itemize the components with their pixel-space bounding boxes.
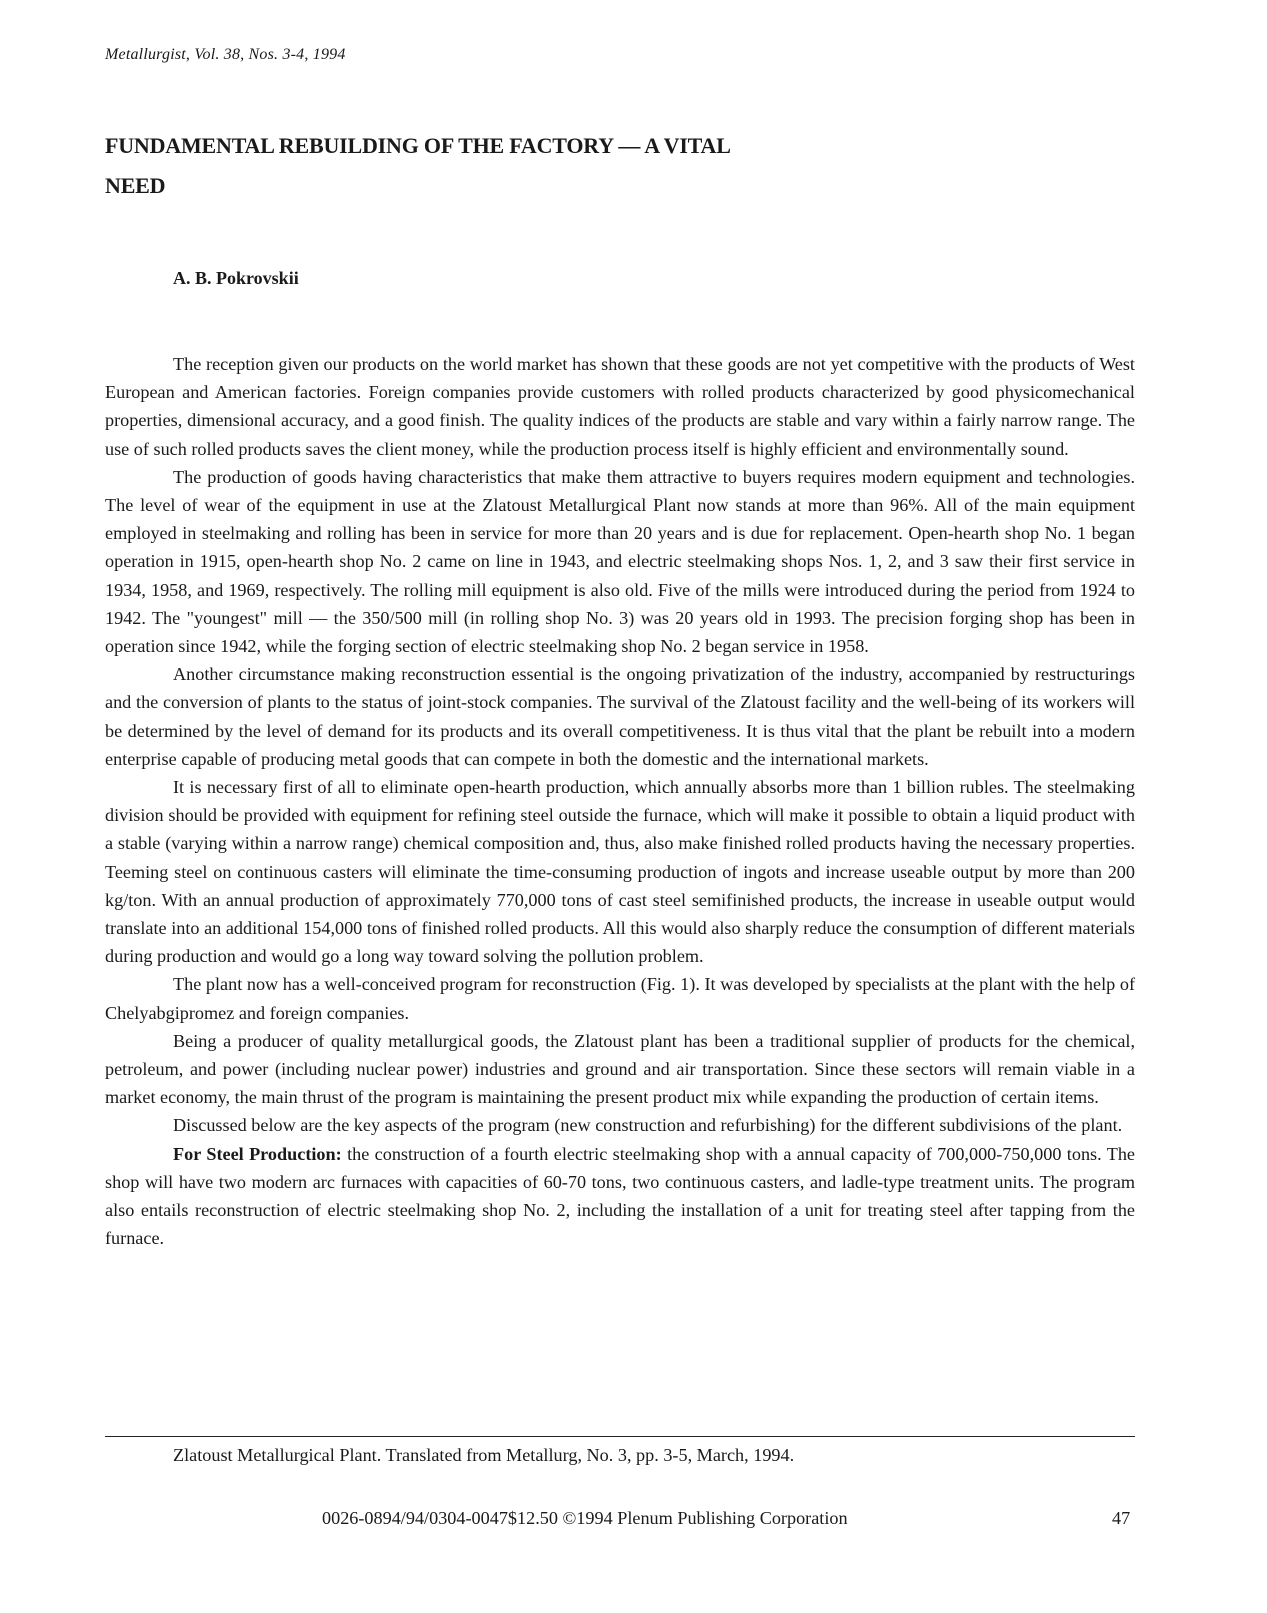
paragraph: It is necessary first of all to eliminate open-hearth production, which annually absorbs more than 1 billion rubles. The steelmaking division should be provided with equipment for refining steel outside the furnace, which will make it possible to obtain a liquid product with a stable (varying within a narrow range) chemical composition and, thus, also make finished rolled products having the necessary properties. Teeming steel on continuous casters will eliminate the time-consuming production of ingots and increase useable output by more than 200 kg/ton. With an annual production of approximately 770,000 tons of cast steel semifinished products, the increase in useable output would translate into an additional 154,000 tons of finished rolled products. All this would also sharply reduce the consumption of different materials during production and would go a long way toward solving the pollution problem. bbox=[105, 777, 1135, 967]
paragraph: Discussed below are the key aspects of the program (new construction and refurbishing) for the different subdivisions of the plant. bbox=[173, 1115, 1123, 1136]
author-name: A. B. Pokrovskii bbox=[173, 268, 299, 288]
footnote: Zlatoust Metallurgical Plant. Translated from Metallurg, No. 3, pp. 3-5, March, 1994. bbox=[173, 1445, 795, 1465]
paragraph-text: the construction of a fourth electric steelmaking shop with a annual capacity of 700,000-750,000 tons. The shop will have two modern arc furnaces with capacities of 60-70 tons, two continuous casters, and ladle-type treatment units. The program also entails reconstruction of electric steelmaking shop No. 2, including the installation of a unit for treating steel after tapping from the furnace. bbox=[105, 1143, 1135, 1249]
paragraph: Another circumstance making reconstruction essential is the ongoing privatization of the industry, accompanied by restructurings and the conversion of plants to the status of joint-stock companies. The survival of the Zlatoust facility and the well-being of its workers will be determined by the level of demand for its products and its overall competitiveness. It is thus vital that the plant be rebuilt into a modern enterprise capable of producing metal goods that can compete in both the domestic and the international markets. bbox=[105, 664, 1135, 769]
article-title bbox=[105, 126, 825, 206]
running-head: Metallurgist, Vol. 38, Nos. 3-4, 1994 bbox=[105, 46, 346, 63]
page-number: 47 bbox=[1112, 1508, 1131, 1528]
copyright-line: 0026-0894/94/0304-0047$12.50 ©1994 Plenum Publishing Corporation bbox=[322, 1508, 848, 1528]
footnote-rule bbox=[105, 1436, 1135, 1437]
title-line-2: NEED bbox=[105, 173, 166, 198]
run-in-heading: For Steel Production: bbox=[173, 1143, 342, 1164]
title-line-1: FUNDAMENTAL REBUILDING OF THE FACTORY — A VITAL bbox=[105, 133, 731, 158]
paragraph: The production of goods having characteristics that make them attractive to buyers requires modern equipment and technologies. The level of wear of the equipment in use at the Zlatoust Metallurgical Plant now stands at more than 96%. All of the main equipment employed in steelmaking and rolling has been in service for more than 20 years and is due for replacement. Open-hearth shop No. 1 began operation in 1915, open-hearth shop No. 2 came on line in 1943, and electric steelmaking shops Nos. 1, 2, and 3 saw their first service in 1934, 1958, and 1969, respectively. The rolling mill equipment is also old. Five of the mills were introduced during the period from 1924 to 1942. The "youngest" mill — the 350/500 mill (in rolling shop No. 3) was 20 years old in 1993. The precision forging shop has been in operation since 1942, while the forging section of electric steelmaking shop No. 2 began service in 1958. bbox=[105, 466, 1135, 657]
paragraph: The plant now has a well-conceived program for reconstruction (Fig. 1). It was developed by specialists at the plant with the help of Chelyabgipromez and foreign companies. bbox=[105, 974, 1135, 1023]
article-body bbox=[105, 350, 1135, 1253]
paragraph: Being a producer of quality metallurgical goods, the Zlatoust plant has been a traditional supplier of products for the chemical, petroleum, and power (including nuclear power) industries and ground and air transportation. Since these sectors will remain viable in a market economy, the main thrust of the program is maintaining the present product mix while expanding the production of certain items. bbox=[105, 1030, 1135, 1108]
paragraph: The reception given our products on the world market has shown that these goods are not yet competitive with the products of West European and American factories. Foreign companies provide customers with rolled products characterized by good physicomechanical properties, dimensional accuracy, and a good finish. The quality indices of the products are stable and vary within a fairly narrow range. The use of such rolled products saves the client money, while the production process itself is highly efficient and environmentally sound. bbox=[105, 354, 1135, 459]
paragraph-steel-production bbox=[105, 1140, 1135, 1253]
